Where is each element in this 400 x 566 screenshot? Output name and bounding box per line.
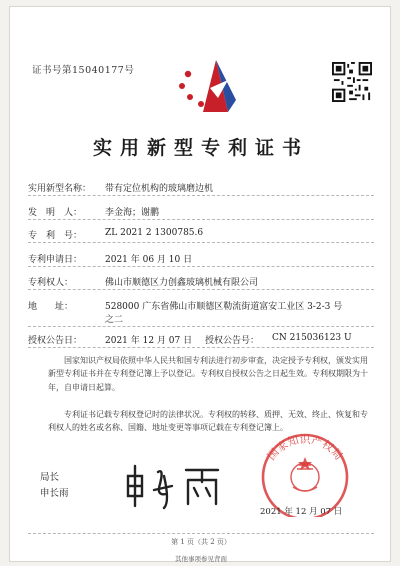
- grant-number-value: CN 215036123 U: [272, 333, 352, 343]
- address-value: 528000 广东省佛山市顺德区勒流街道富安工业区 3-2-3 号: [105, 302, 343, 312]
- divider: [28, 326, 374, 327]
- divider: [28, 219, 374, 220]
- address-label: 地 址：: [28, 302, 74, 312]
- inventor-value: 李金海；谢鹏: [105, 208, 160, 218]
- qr-code: [332, 62, 372, 102]
- divider: [28, 195, 374, 196]
- divider: [28, 242, 374, 243]
- filing-date-label: 专利申请日：: [28, 255, 83, 265]
- grant-statement: 国家知识产权局依照中华人民共和国专利法进行初步审查，决定授予专利权，颁发实用新型专利证书并在专利登记簿上予以登记。专利权自授权公告之日起生效。专利权期限为十年，自申请日起算。: [48, 356, 368, 392]
- patent-office-emblem: [170, 52, 260, 122]
- patentee-value: 佛山市顺德区力创鑫玻璃机械有限公司: [105, 278, 259, 288]
- patent-number-label: 专 利 号：: [28, 231, 83, 241]
- grant-date-value: 2021 年 12 月 07 日: [105, 336, 193, 346]
- grant-number-label: 授权公告号：: [205, 336, 260, 346]
- seal-date: 2021 年 12 月 07 日: [260, 507, 343, 517]
- seal-text: 国家知识产权局: [264, 433, 346, 463]
- utility-name-label: 实用新型名称：: [28, 184, 92, 194]
- director-signature: [120, 462, 230, 512]
- utility-name-value: 带有定位机构的玻璃磨边机: [105, 184, 214, 194]
- filing-date-value: 2021 年 06 月 10 日: [105, 255, 193, 265]
- address-value-line2: 之二: [105, 315, 124, 325]
- divider: [28, 289, 374, 290]
- director-label: 局长: [40, 472, 60, 483]
- divider: [28, 347, 374, 348]
- certificate-number: 证书号第15040177号: [32, 65, 135, 76]
- official-seal: [235, 417, 375, 517]
- patentee-label: 专利权人：: [28, 278, 74, 288]
- page-indicator: 第 1 页（共 2 页）: [171, 538, 231, 546]
- footer-note: 其他事项参见背面: [175, 555, 227, 563]
- inventor-label: 发 明 人：: [28, 208, 83, 218]
- grant-date-label: 授权公告日：: [28, 336, 83, 346]
- certificate-sheet: [9, 6, 391, 562]
- director-name: 申长雨: [40, 488, 69, 499]
- legal-status-statement: 专利证书记载专利权登记时的法律状况。专利权的转移、质押、无效、终止、恢复和专利权人的姓名或名称、国籍、地址变更等事项记载在专利登记簿上。: [48, 410, 368, 433]
- certificate-title: 实用新型专利证书: [92, 137, 309, 159]
- divider: [28, 266, 374, 267]
- divider: [28, 533, 374, 534]
- patent-number-value: ZL 2021 2 1300785.6: [105, 228, 204, 238]
